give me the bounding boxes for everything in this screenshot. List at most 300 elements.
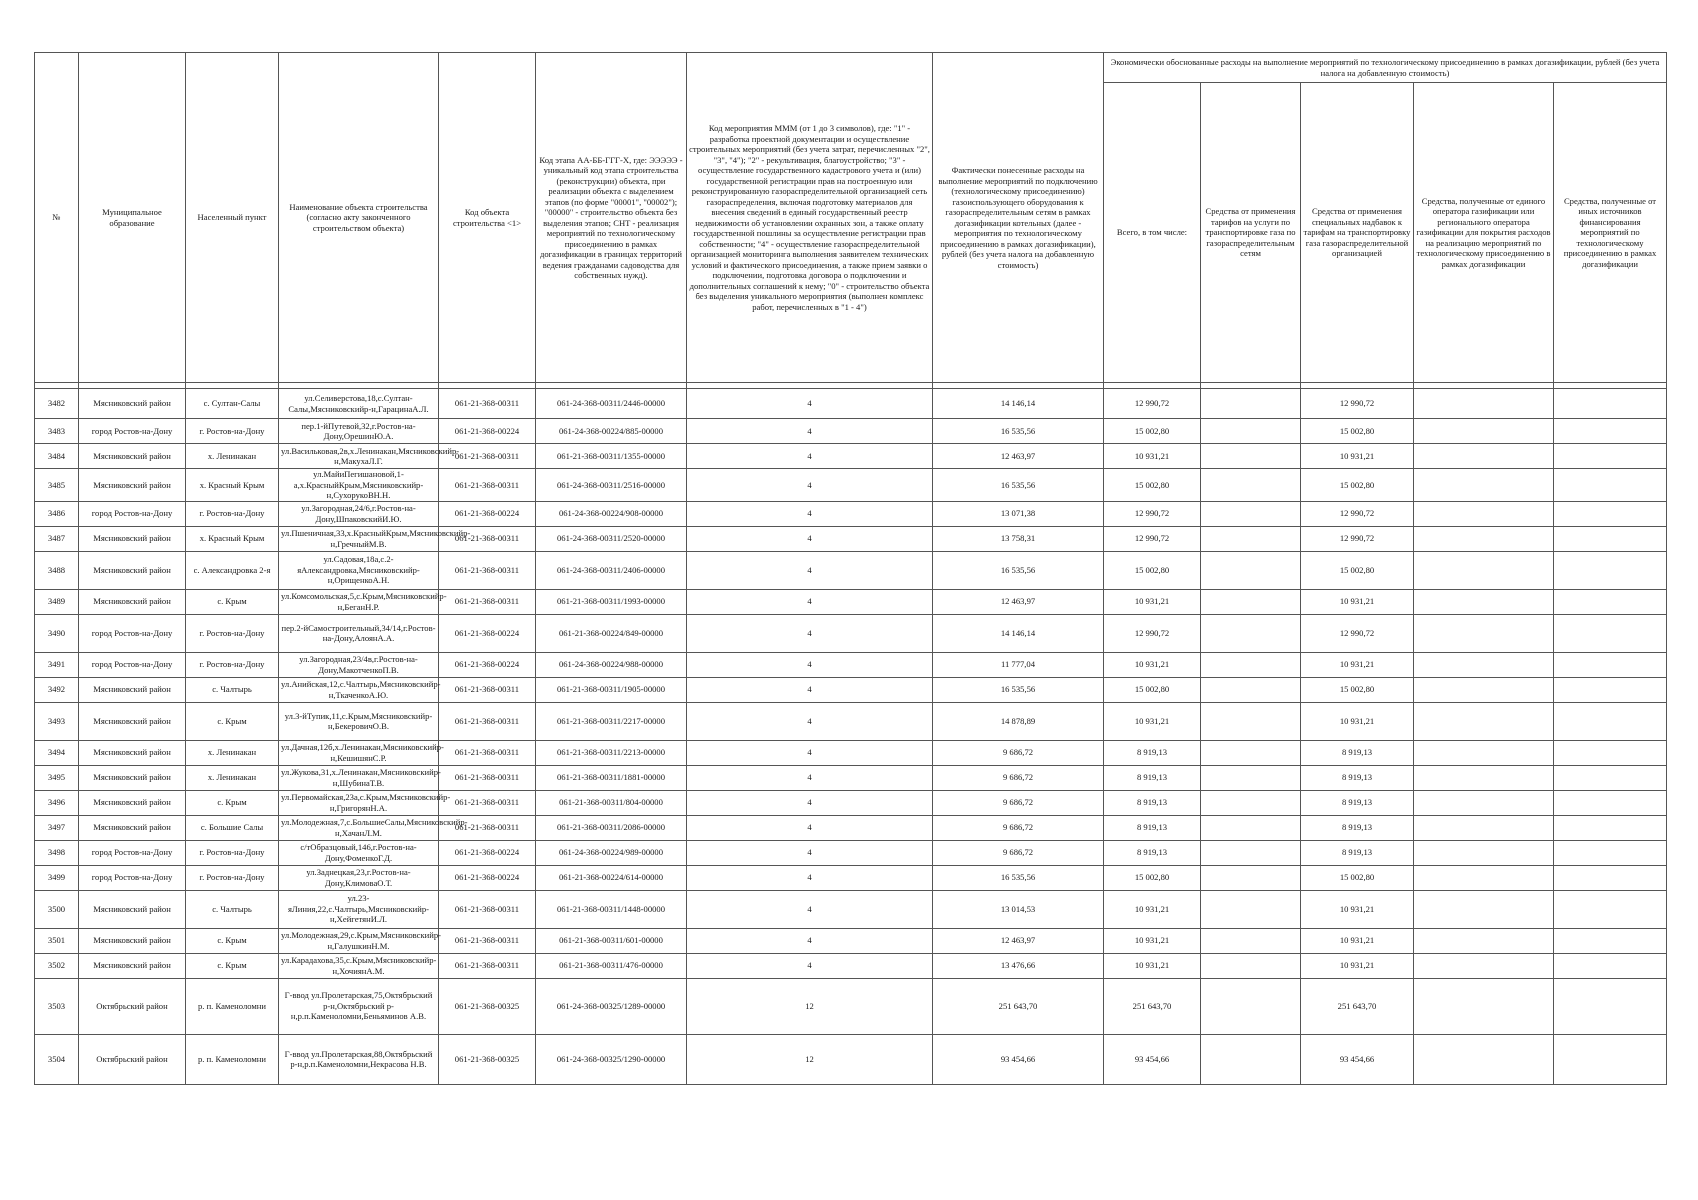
- table-row: [35, 953, 1667, 978]
- measure-code-cell: 4: [687, 840, 933, 865]
- settlement-cell: с. Чалтырь: [186, 677, 279, 702]
- other-funds-cell: [1554, 614, 1667, 652]
- measure-code-cell: 4: [687, 677, 933, 702]
- row-number: 3501: [35, 928, 79, 953]
- tariff-funds-cell: [1201, 740, 1301, 765]
- total-cell: 251 643,70: [1104, 978, 1201, 1034]
- actual-costs-cell: 13 476,66: [933, 953, 1104, 978]
- object-code-cell: 061-21-368-00224: [439, 652, 536, 677]
- object-code-cell: 061-21-368-00224: [439, 419, 536, 444]
- tariff-funds-cell: [1201, 978, 1301, 1034]
- object-name-cell: пер.2-йСамостроительный,34/14,г.Ростов-на-Дону,АлоянА.А.: [279, 614, 439, 652]
- stage-code-cell: 061-24-368-00325/1289-00000: [536, 978, 687, 1034]
- surcharge-funds-cell: 12 990,72: [1301, 389, 1414, 419]
- other-funds-cell: [1554, 978, 1667, 1034]
- operator-funds-cell: [1414, 469, 1554, 502]
- table-row: [35, 501, 1667, 526]
- operator-funds-cell: [1414, 652, 1554, 677]
- object-code-cell: 061-21-368-00311: [439, 444, 536, 469]
- col-header-object-code: Код объекта строительства <1>: [439, 53, 536, 383]
- stage-code-cell: 061-21-368-00224/614-00000: [536, 865, 687, 890]
- measure-code-cell: 4: [687, 765, 933, 790]
- other-funds-cell: [1554, 677, 1667, 702]
- object-name-cell: ул.Молодежная,7,с.БольшиеСалы,Мясниковскийр-н,ХачанЛ.М.: [279, 815, 439, 840]
- object-code-cell: 061-21-368-00311: [439, 677, 536, 702]
- settlement-cell: г. Ростов-на-Дону: [186, 419, 279, 444]
- object-name-cell: ул.Садовая,18а,с.2-яАлександровка,Мясниковскийр-н,ОрищенкоА.Н.: [279, 551, 439, 589]
- operator-funds-cell: [1414, 928, 1554, 953]
- stage-code-cell: 061-21-368-00311/1993-00000: [536, 589, 687, 614]
- object-code-cell: 061-21-368-00311: [439, 765, 536, 790]
- operator-funds-cell: [1414, 444, 1554, 469]
- stage-code-cell: 061-24-368-00311/2446-00000: [536, 389, 687, 419]
- object-code-cell: 061-21-368-00311: [439, 702, 536, 740]
- object-code-cell: 061-21-368-00325: [439, 978, 536, 1034]
- surcharge-funds-cell: 8 919,13: [1301, 840, 1414, 865]
- row-number: 3484: [35, 444, 79, 469]
- settlement-cell: с. Большие Салы: [186, 815, 279, 840]
- total-cell: 15 002,80: [1104, 677, 1201, 702]
- tariff-funds-cell: [1201, 953, 1301, 978]
- tariff-funds-cell: [1201, 501, 1301, 526]
- total-cell: 8 919,13: [1104, 765, 1201, 790]
- row-number: 3485: [35, 469, 79, 502]
- surcharge-funds-cell: 8 919,13: [1301, 790, 1414, 815]
- measure-code-cell: 4: [687, 501, 933, 526]
- object-name-cell: ул.Дачная,12б,х.Ленинакан,Мясниковскийр-н,КешишянС.Р.: [279, 740, 439, 765]
- settlement-cell: г. Ростов-на-Дону: [186, 501, 279, 526]
- table-row: [35, 978, 1667, 1034]
- object-code-cell: 061-21-368-00325: [439, 1034, 536, 1084]
- actual-costs-cell: 16 535,56: [933, 551, 1104, 589]
- other-funds-cell: [1554, 589, 1667, 614]
- tariff-funds-cell: [1201, 551, 1301, 589]
- municipality-cell: город Ростов-на-Дону: [79, 501, 186, 526]
- municipality-cell: город Ростов-на-Дону: [79, 614, 186, 652]
- measure-code-cell: 12: [687, 978, 933, 1034]
- other-funds-cell: [1554, 953, 1667, 978]
- tariff-funds-cell: [1201, 389, 1301, 419]
- other-funds-cell: [1554, 526, 1667, 551]
- measure-code-cell: 4: [687, 419, 933, 444]
- settlement-cell: р. п. Каменоломни: [186, 978, 279, 1034]
- total-cell: 15 002,80: [1104, 419, 1201, 444]
- surcharge-funds-cell: 15 002,80: [1301, 419, 1414, 444]
- table-row: [35, 765, 1667, 790]
- table-row: [35, 444, 1667, 469]
- object-code-cell: 061-21-368-00224: [439, 614, 536, 652]
- other-funds-cell: [1554, 501, 1667, 526]
- table-row: [35, 469, 1667, 502]
- other-funds-cell: [1554, 890, 1667, 928]
- settlement-cell: х. Ленинакан: [186, 740, 279, 765]
- operator-funds-cell: [1414, 589, 1554, 614]
- surcharge-funds-cell: 10 931,21: [1301, 890, 1414, 928]
- object-name-cell: ул.3-йТупик,11,с.Крым,Мясниковскийр-н,БекеровичО.В.: [279, 702, 439, 740]
- measure-code-cell: 4: [687, 928, 933, 953]
- row-number: 3491: [35, 652, 79, 677]
- row-number: 3486: [35, 501, 79, 526]
- tariff-funds-cell: [1201, 469, 1301, 502]
- measure-code-cell: 4: [687, 890, 933, 928]
- total-cell: 12 990,72: [1104, 389, 1201, 419]
- stage-code-cell: 061-21-368-00311/601-00000: [536, 928, 687, 953]
- col-header-measure-code: Код мероприятия МММ (от 1 до 3 символов), где: "1" - разработка проектной документации и осуществление строительных мероприятий (без учета затрат, перечисленных "2", "3", "4"); "2" - рекультивация, благоустройство; "3" - осуществление государственного кадастрового учета и (или) государственной регистрации прав на построенную или реконструированную газораспределительной организацией сеть газораспределения, включая подготовку материалов для внесения сведений в единый государственный реестр недвижимости об установлении охранных зон, а также оплату государственной пошлины за осуществление регистрации прав собственности; "4" - осуществление газораспределительной организацией мониторинга выполнения заявителем технических условий и фактического присоединения, а также прием заявки о подключении, подготовка договора о подключении и дополнительных соглашений к нему; "0" - строительство объекта без выделения уникального мероприятия (выполнен комплекс работ, перечисленных в "1 - 4"): [687, 53, 933, 383]
- settlement-cell: г. Ростов-на-Дону: [186, 652, 279, 677]
- municipality-cell: Мясниковский район: [79, 444, 186, 469]
- object-code-cell: 061-21-368-00311: [439, 790, 536, 815]
- object-name-cell: ул.Селиверстова,18,с.Султан-Салы,Мясниковскийр-н,ГарацинаА.Л.: [279, 389, 439, 419]
- table-row: [35, 551, 1667, 589]
- measure-code-cell: 4: [687, 702, 933, 740]
- actual-costs-cell: 14 878,89: [933, 702, 1104, 740]
- object-name-cell: ул.Молодежная,29,с.Крым,Мясниковскийр-н,ГалушкинН.М.: [279, 928, 439, 953]
- stage-code-cell: 061-24-368-00224/885-00000: [536, 419, 687, 444]
- total-cell: 8 919,13: [1104, 790, 1201, 815]
- municipality-cell: Октябрьский район: [79, 1034, 186, 1084]
- operator-funds-cell: [1414, 526, 1554, 551]
- actual-costs-cell: 251 643,70: [933, 978, 1104, 1034]
- municipality-cell: Мясниковский район: [79, 953, 186, 978]
- municipality-cell: Октябрьский район: [79, 978, 186, 1034]
- surcharge-funds-cell: 10 931,21: [1301, 702, 1414, 740]
- total-cell: 10 931,21: [1104, 652, 1201, 677]
- tariff-funds-cell: [1201, 840, 1301, 865]
- tariff-funds-cell: [1201, 444, 1301, 469]
- surcharge-funds-cell: 8 919,13: [1301, 815, 1414, 840]
- object-code-cell: 061-21-368-00311: [439, 890, 536, 928]
- measure-code-cell: 4: [687, 444, 933, 469]
- col-header-other-funds: Средства, полученные от иных источников финансирования мероприятий по технологическому присоединению в рамках догазификации: [1554, 83, 1667, 383]
- operator-funds-cell: [1414, 419, 1554, 444]
- total-cell: 15 002,80: [1104, 551, 1201, 589]
- settlement-cell: х. Ленинакан: [186, 444, 279, 469]
- operator-funds-cell: [1414, 815, 1554, 840]
- municipality-cell: Мясниковский район: [79, 589, 186, 614]
- stage-code-cell: 061-24-368-00311/2516-00000: [536, 469, 687, 502]
- operator-funds-cell: [1414, 677, 1554, 702]
- row-number: 3498: [35, 840, 79, 865]
- tariff-funds-cell: [1201, 865, 1301, 890]
- stage-code-cell: 061-24-368-00224/908-00000: [536, 501, 687, 526]
- table-row: [35, 1034, 1667, 1084]
- col-header-actual-costs: Фактически понесенные расходы на выполнение мероприятий по подключению (технологическому присоединению) газоиспользующего оборудования к газораспределительным сетям в рамках догазификации котельных (далее - мероприятия по технологическому присоединению в рамках догазификации), рублей (без учета налога на добавленную стоимость): [933, 53, 1104, 383]
- col-header-economic-group: Экономически обоснованные расходы на выполнение мероприятий по технологическому присоединению в рамках догазификации, рублей (без учета налога на добавленную стоимость): [1104, 53, 1667, 83]
- object-code-cell: 061-21-368-00311: [439, 815, 536, 840]
- stage-code-cell: 061-24-368-00224/988-00000: [536, 652, 687, 677]
- object-name-cell: ул.Жукова,31,х.Ленинакан,Мясниковскийр-н,ШубинаТ.В.: [279, 765, 439, 790]
- stage-code-cell: 061-21-368-00224/849-00000: [536, 614, 687, 652]
- table-row: [35, 389, 1667, 419]
- data-table: [34, 52, 1667, 1085]
- object-name-cell: ул.МайиПегишановой,1-а,х.КрасныйКрым,Мясниковскийр-н,СухорукоВН.Н.: [279, 469, 439, 502]
- surcharge-funds-cell: 12 990,72: [1301, 501, 1414, 526]
- operator-funds-cell: [1414, 551, 1554, 589]
- measure-code-cell: 4: [687, 551, 933, 589]
- surcharge-funds-cell: 10 931,21: [1301, 444, 1414, 469]
- total-cell: 15 002,80: [1104, 865, 1201, 890]
- operator-funds-cell: [1414, 614, 1554, 652]
- settlement-cell: г. Ростов-на-Дону: [186, 865, 279, 890]
- object-name-cell: ул.Карадахова,35,с.Крым,Мясниковскийр-н,ХочиянА.М.: [279, 953, 439, 978]
- other-funds-cell: [1554, 740, 1667, 765]
- total-cell: 12 990,72: [1104, 526, 1201, 551]
- settlement-cell: с. Крым: [186, 928, 279, 953]
- row-number: 3503: [35, 978, 79, 1034]
- operator-funds-cell: [1414, 953, 1554, 978]
- measure-code-cell: 12: [687, 1034, 933, 1084]
- other-funds-cell: [1554, 1034, 1667, 1084]
- actual-costs-cell: 13 071,38: [933, 501, 1104, 526]
- table-row: [35, 840, 1667, 865]
- actual-costs-cell: 14 146,14: [933, 614, 1104, 652]
- municipality-cell: Мясниковский район: [79, 740, 186, 765]
- row-number: 3497: [35, 815, 79, 840]
- stage-code-cell: 061-21-368-00311/1448-00000: [536, 890, 687, 928]
- object-code-cell: 061-21-368-00311: [439, 389, 536, 419]
- municipality-cell: Мясниковский район: [79, 677, 186, 702]
- stage-code-cell: 061-21-368-00311/1355-00000: [536, 444, 687, 469]
- stage-code-cell: 061-21-368-00311/1905-00000: [536, 677, 687, 702]
- other-funds-cell: [1554, 652, 1667, 677]
- measure-code-cell: 4: [687, 652, 933, 677]
- operator-funds-cell: [1414, 790, 1554, 815]
- other-funds-cell: [1554, 469, 1667, 502]
- municipality-cell: город Ростов-на-Дону: [79, 652, 186, 677]
- object-name-cell: Г-ввод ул.Пролетарская,88,Октябрьский р-н,р.п.Каменоломни,Некрасова Н.В.: [279, 1034, 439, 1084]
- object-name-cell: ул.Комсомольская,5,с.Крым,Мясниковскийр-н,БеганН.Р.: [279, 589, 439, 614]
- row-number: 3499: [35, 865, 79, 890]
- col-header-surcharge-funds: Средства от применения специальных надбавок к тарифам на транспортировку газа газораспределительной организацией: [1301, 83, 1414, 383]
- table-row: [35, 740, 1667, 765]
- operator-funds-cell: [1414, 1034, 1554, 1084]
- operator-funds-cell: [1414, 978, 1554, 1034]
- row-number: 3492: [35, 677, 79, 702]
- surcharge-funds-cell: 12 990,72: [1301, 614, 1414, 652]
- municipality-cell: Мясниковский район: [79, 790, 186, 815]
- object-name-cell: ул.Анийская,12,с.Чалтырь,Мясниковскийр-н,ТкаченкоА.Ю.: [279, 677, 439, 702]
- object-name-cell: с/тОбразцовый,146,г.Ростов-на-Дону,ФоменкоГ.Д.: [279, 840, 439, 865]
- other-funds-cell: [1554, 551, 1667, 589]
- object-code-cell: 061-21-368-00311: [439, 589, 536, 614]
- operator-funds-cell: [1414, 890, 1554, 928]
- settlement-cell: с. Крым: [186, 702, 279, 740]
- measure-code-cell: 4: [687, 589, 933, 614]
- object-name-cell: ул.23-яЛиния,22,с.Чалтырь,Мясниковскийр-н,ХейгетянИ.Л.: [279, 890, 439, 928]
- object-code-cell: 061-21-368-00311: [439, 953, 536, 978]
- stage-code-cell: 061-21-368-00311/476-00000: [536, 953, 687, 978]
- measure-code-cell: 4: [687, 614, 933, 652]
- other-funds-cell: [1554, 928, 1667, 953]
- settlement-cell: г. Ростов-на-Дону: [186, 840, 279, 865]
- stage-code-cell: 061-21-368-00311/2217-00000: [536, 702, 687, 740]
- stage-code-cell: 061-21-368-00311/2213-00000: [536, 740, 687, 765]
- surcharge-funds-cell: 251 643,70: [1301, 978, 1414, 1034]
- row-number: 3504: [35, 1034, 79, 1084]
- total-cell: 10 931,21: [1104, 953, 1201, 978]
- municipality-cell: Мясниковский район: [79, 551, 186, 589]
- municipality-cell: Мясниковский район: [79, 815, 186, 840]
- settlement-cell: р. п. Каменоломни: [186, 1034, 279, 1084]
- operator-funds-cell: [1414, 865, 1554, 890]
- other-funds-cell: [1554, 790, 1667, 815]
- settlement-cell: г. Ростов-на-Дону: [186, 614, 279, 652]
- other-funds-cell: [1554, 865, 1667, 890]
- total-cell: 12 990,72: [1104, 614, 1201, 652]
- tariff-funds-cell: [1201, 589, 1301, 614]
- table-row: [35, 589, 1667, 614]
- object-name-cell: пер.1-йПутевой,32,г.Ростов-на-Дону,ОрешинЮ.А.: [279, 419, 439, 444]
- stage-code-cell: 061-24-368-00325/1290-00000: [536, 1034, 687, 1084]
- row-number: 3494: [35, 740, 79, 765]
- table-row: [35, 419, 1667, 444]
- municipality-cell: Мясниковский район: [79, 469, 186, 502]
- tariff-funds-cell: [1201, 790, 1301, 815]
- actual-costs-cell: 12 463,97: [933, 444, 1104, 469]
- surcharge-funds-cell: 10 931,21: [1301, 652, 1414, 677]
- operator-funds-cell: [1414, 740, 1554, 765]
- object-name-cell: ул.Пшеничная,33,х.КрасныйКрым,Мясниковскийр-н,ГречныйМ.В.: [279, 526, 439, 551]
- row-number: 3482: [35, 389, 79, 419]
- measure-code-cell: 4: [687, 865, 933, 890]
- operator-funds-cell: [1414, 501, 1554, 526]
- actual-costs-cell: 14 146,14: [933, 389, 1104, 419]
- surcharge-funds-cell: 15 002,80: [1301, 469, 1414, 502]
- surcharge-funds-cell: 8 919,13: [1301, 765, 1414, 790]
- settlement-cell: с. Крым: [186, 790, 279, 815]
- actual-costs-cell: 16 535,56: [933, 677, 1104, 702]
- col-header-object-name: Наименование объекта строительства (согласно акту законченного строительством объекта): [279, 53, 439, 383]
- object-name-cell: ул.Загородная,23/4в,г.Ростов-на-Дону,МакотченкоП.В.: [279, 652, 439, 677]
- table-row: [35, 815, 1667, 840]
- table-row: [35, 652, 1667, 677]
- surcharge-funds-cell: 8 919,13: [1301, 740, 1414, 765]
- actual-costs-cell: 16 535,56: [933, 865, 1104, 890]
- measure-code-cell: 4: [687, 526, 933, 551]
- actual-costs-cell: 93 454,66: [933, 1034, 1104, 1084]
- total-cell: 10 931,21: [1104, 928, 1201, 953]
- row-number: 3495: [35, 765, 79, 790]
- other-funds-cell: [1554, 815, 1667, 840]
- tariff-funds-cell: [1201, 815, 1301, 840]
- municipality-cell: город Ростов-на-Дону: [79, 840, 186, 865]
- object-name-cell: Г-ввод ул.Пролетарская,75,Октябрьский р-н,Октябрьский р-н,р.п.Каменоломни,Беньяминов А.В.: [279, 978, 439, 1034]
- other-funds-cell: [1554, 765, 1667, 790]
- actual-costs-cell: 16 535,56: [933, 419, 1104, 444]
- municipality-cell: Мясниковский район: [79, 702, 186, 740]
- stage-code-cell: 061-21-368-00311/2086-00000: [536, 815, 687, 840]
- measure-code-cell: 4: [687, 790, 933, 815]
- municipality-cell: Мясниковский район: [79, 526, 186, 551]
- actual-costs-cell: 12 463,97: [933, 589, 1104, 614]
- municipality-cell: Мясниковский район: [79, 389, 186, 419]
- total-cell: 15 002,80: [1104, 469, 1201, 502]
- row-number: 3496: [35, 790, 79, 815]
- operator-funds-cell: [1414, 702, 1554, 740]
- surcharge-funds-cell: 93 454,66: [1301, 1034, 1414, 1084]
- row-number: 3487: [35, 526, 79, 551]
- tariff-funds-cell: [1201, 1034, 1301, 1084]
- stage-code-cell: 061-24-368-00224/989-00000: [536, 840, 687, 865]
- tariff-funds-cell: [1201, 890, 1301, 928]
- settlement-cell: х. Ленинакан: [186, 765, 279, 790]
- row-number: 3490: [35, 614, 79, 652]
- total-cell: 10 931,21: [1104, 589, 1201, 614]
- surcharge-funds-cell: 10 931,21: [1301, 928, 1414, 953]
- tariff-funds-cell: [1201, 652, 1301, 677]
- municipality-cell: город Ростов-на-Дону: [79, 865, 186, 890]
- surcharge-funds-cell: 10 931,21: [1301, 953, 1414, 978]
- table-row: [35, 790, 1667, 815]
- total-cell: 8 919,13: [1104, 740, 1201, 765]
- object-name-cell: ул.Загородная,24/6,г.Ростов-на-Дону,ШпаковскийИ.Ю.: [279, 501, 439, 526]
- stage-code-cell: 061-24-368-00311/2406-00000: [536, 551, 687, 589]
- object-code-cell: 061-21-368-00224: [439, 865, 536, 890]
- actual-costs-cell: 16 535,56: [933, 469, 1104, 502]
- settlement-cell: с. Чалтырь: [186, 890, 279, 928]
- surcharge-funds-cell: 15 002,80: [1301, 551, 1414, 589]
- municipality-cell: Мясниковский район: [79, 890, 186, 928]
- actual-costs-cell: 13 014,53: [933, 890, 1104, 928]
- table-row: [35, 526, 1667, 551]
- actual-costs-cell: 9 686,72: [933, 840, 1104, 865]
- object-code-cell: 061-21-368-00311: [439, 740, 536, 765]
- tariff-funds-cell: [1201, 702, 1301, 740]
- table-row: [35, 702, 1667, 740]
- total-cell: 8 919,13: [1104, 840, 1201, 865]
- settlement-cell: с. Крым: [186, 953, 279, 978]
- actual-costs-cell: 9 686,72: [933, 790, 1104, 815]
- surcharge-funds-cell: 10 931,21: [1301, 589, 1414, 614]
- settlement-cell: с. Крым: [186, 589, 279, 614]
- measure-code-cell: 4: [687, 740, 933, 765]
- total-cell: 8 919,13: [1104, 815, 1201, 840]
- row-number: 3488: [35, 551, 79, 589]
- municipality-cell: Мясниковский район: [79, 765, 186, 790]
- row-number: 3489: [35, 589, 79, 614]
- actual-costs-cell: 13 758,31: [933, 526, 1104, 551]
- surcharge-funds-cell: 15 002,80: [1301, 865, 1414, 890]
- row-number: 3483: [35, 419, 79, 444]
- tariff-funds-cell: [1201, 765, 1301, 790]
- municipality-cell: город Ростов-на-Дону: [79, 419, 186, 444]
- stage-code-cell: 061-21-368-00311/804-00000: [536, 790, 687, 815]
- measure-code-cell: 4: [687, 389, 933, 419]
- object-name-cell: ул.Заднецкая,23,г.Ростов-на-Дону,КлимоваО.Т.: [279, 865, 439, 890]
- total-cell: 10 931,21: [1104, 890, 1201, 928]
- table-row: [35, 614, 1667, 652]
- settlement-cell: с. Султан-Салы: [186, 389, 279, 419]
- col-header-stage-code: Код этапа АА-ББ-ГГГ-Х, где: ЭЭЭЭЭ - уникальный код этапа строительства (реконструкции) объекта, при реализации объекта с выделением этапов (по форме "00001", "00002"); "00000" - строительство объекта без выделения этапов; СНТ - реализация мероприятий по технологическому присоединению в рамках догазификации в границах территорий ведения гражданами садоводства для собственных нужд).: [536, 53, 687, 383]
- other-funds-cell: [1554, 840, 1667, 865]
- tariff-funds-cell: [1201, 614, 1301, 652]
- col-header-tariff-funds: Средства от применения тарифов на услуги по транспортировке газа по газораспределительным сетям: [1201, 83, 1301, 383]
- surcharge-funds-cell: 15 002,80: [1301, 677, 1414, 702]
- settlement-cell: х. Красный Крым: [186, 526, 279, 551]
- object-code-cell: 061-21-368-00311: [439, 551, 536, 589]
- object-code-cell: 061-21-368-00311: [439, 526, 536, 551]
- row-number: 3493: [35, 702, 79, 740]
- tariff-funds-cell: [1201, 419, 1301, 444]
- other-funds-cell: [1554, 419, 1667, 444]
- operator-funds-cell: [1414, 840, 1554, 865]
- stage-code-cell: 061-24-368-00311/2520-00000: [536, 526, 687, 551]
- tariff-funds-cell: [1201, 928, 1301, 953]
- actual-costs-cell: 9 686,72: [933, 765, 1104, 790]
- settlement-cell: с. Александровка 2-я: [186, 551, 279, 589]
- operator-funds-cell: [1414, 765, 1554, 790]
- col-header-municipality: Муниципальное образование: [79, 53, 186, 383]
